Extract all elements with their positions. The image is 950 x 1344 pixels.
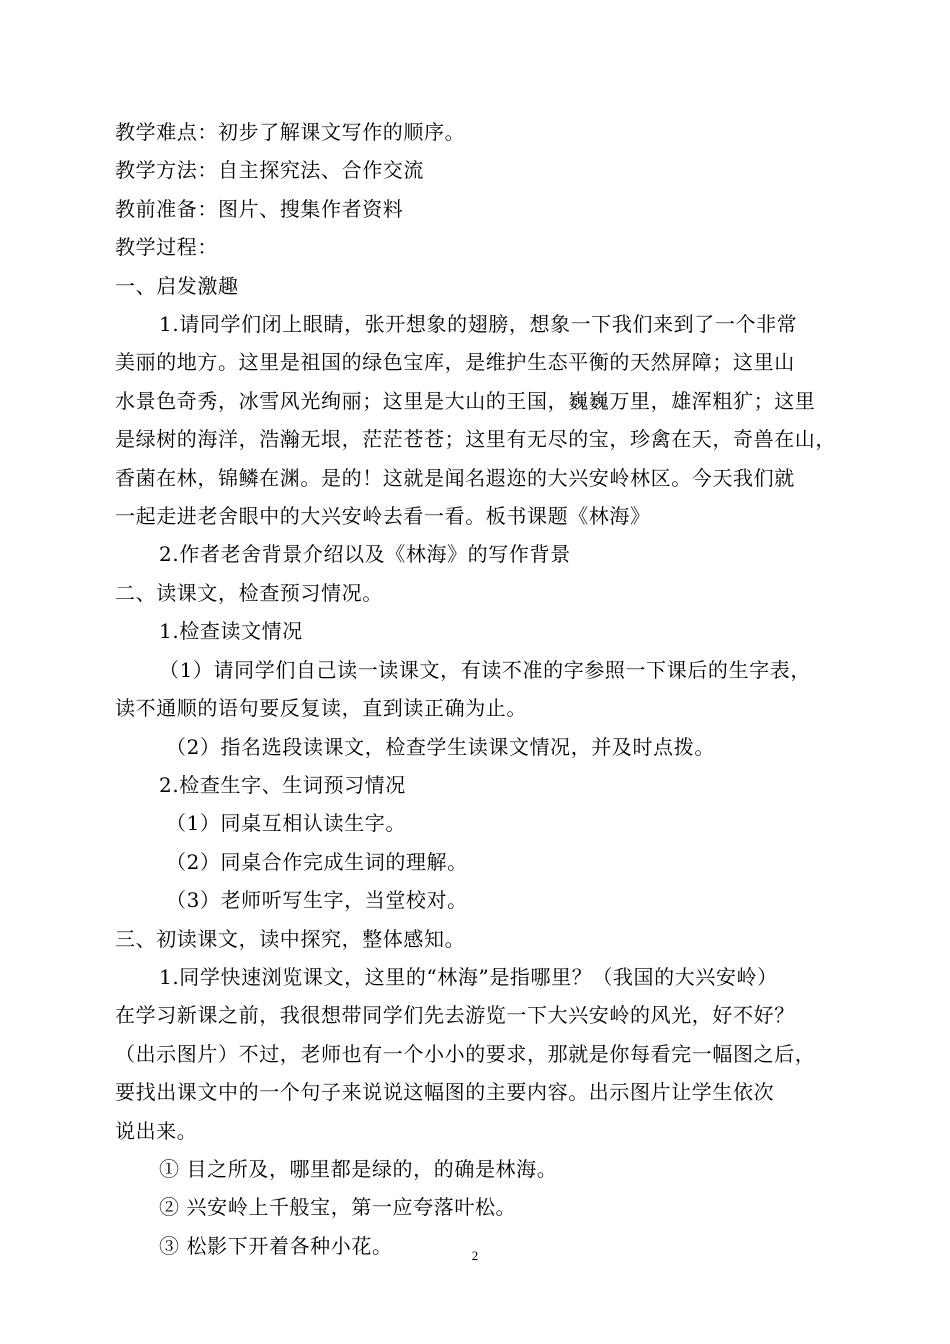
- text-line: 在学习新课之前，我很想带同学们先去游览一下大兴安岭的风光，好不好？: [115, 1003, 795, 1028]
- text-line: 1.检查读文情况: [159, 619, 303, 644]
- text-line: （1）请同学们自己读一读课文，有读不准的字参照一下课后的生字表，: [159, 657, 811, 682]
- text-line: 说出来。: [115, 1118, 198, 1143]
- text-line: 香菌在林，锦鳞在渊。是的！这就是闻名遐迩的大兴安岭林区。今天我们就: [115, 465, 795, 490]
- section-heading: 二、读课文，检查预习情况。: [115, 580, 383, 605]
- text-line: （2）指名选段读课文，检查学生读课文情况，并及时点拨。: [166, 734, 715, 759]
- text-line: 美丽的地方。这里是祖国的绿色宝库，是维护生态平衡的天然屏障；这里山: [115, 350, 795, 375]
- text-line: （1）同桌互相认读生字。: [166, 811, 406, 836]
- text-line: 2.检查生字、生词预习情况: [159, 772, 406, 797]
- text-line: 教前准备：图片、搜集作者资料: [115, 196, 404, 221]
- text-line: 2.作者老舍背景介绍以及《林海》的写作背景: [159, 542, 571, 567]
- list-item: ① 目之所及，哪里都是绿的，的确是林海。: [159, 1156, 558, 1181]
- text-line: 读不通顺的语句要反复读，直到读正确为止。: [115, 696, 527, 721]
- text-line: 要找出课文中的一个句子来说说这幅图的主要内容。出示图片让学生依次: [115, 1080, 775, 1105]
- text-line: 教学过程：: [115, 235, 218, 260]
- document-body: [115, 113, 850, 1265]
- text-line: 1.同学快速浏览课文，这里的“林海”是指哪里？（我国的大兴安岭）: [159, 964, 778, 989]
- text-line: 水景色奇秀，冰雪风光绚丽；这里是大山的王国，巍巍万里，雄浑粗犷；这里: [115, 388, 816, 413]
- text-line: （3）老师听写生字，当堂校对。: [166, 888, 468, 913]
- list-item: ② 兴安岭上千般宝，第一应夸落叶松。: [159, 1195, 517, 1220]
- text-line: 一起走进老舍眼中的大兴安岭去看一看。板书课题《林海》: [115, 504, 651, 529]
- text-line: （出示图片）不过，老师也有一个小小的要求，那就是你每看完一幅图之后，: [115, 1041, 816, 1066]
- text-line: 是绿树的海洋，浩瀚无垠，茫茫苍苍；这里有无尽的宝，珍禽在天，奇兽在山，: [115, 427, 836, 452]
- section-heading: 一、启发激趣: [115, 273, 239, 298]
- page-number: 2: [471, 1248, 479, 1263]
- text-line: （2）同桌合作完成生词的理解。: [166, 849, 468, 874]
- list-item: ③ 松影下开着各种小花。: [159, 1233, 393, 1258]
- text-line: 教学难点：初步了解课文写作的顺序。: [115, 120, 466, 144]
- text-line: 1.请同学们闭上眼睛，张开想象的翅膀，想象一下我们来到了一个非常: [159, 312, 798, 337]
- text-line: 教学方法：自主探究法、合作交流: [115, 158, 424, 183]
- section-heading: 三、初读课文，读中探究，整体感知。: [115, 926, 466, 951]
